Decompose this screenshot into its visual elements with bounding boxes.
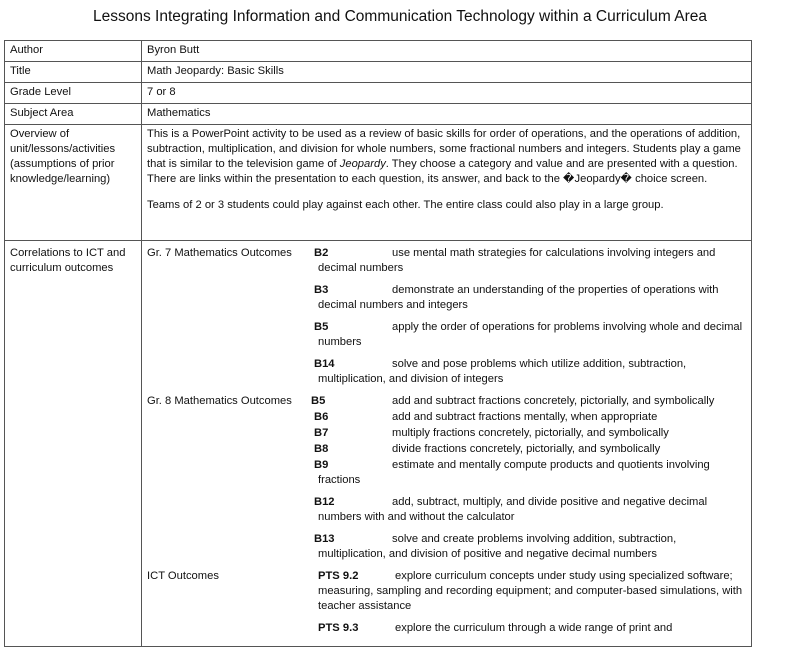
- outcome-code: B2: [314, 247, 329, 259]
- overview-text: [142, 125, 752, 241]
- outcome-text: explore the curriculum through a wide range of print and: [395, 622, 673, 634]
- table-row: [5, 104, 752, 125]
- outcome-code: PTS 9.3: [318, 622, 359, 634]
- outcome-text: add and subtract fractions mentally, when appropriate: [392, 411, 658, 423]
- page-title: Lessons Integrating Information and Communication Technology within a Curriculum Area: [92, 8, 707, 25]
- row-label: Title: [5, 62, 142, 83]
- outcome-item: [147, 394, 746, 409]
- table-row: [5, 83, 752, 104]
- outcome-text: multiply fractions concretely, pictorially, and symbolically: [392, 427, 669, 439]
- outcome-code: B12: [314, 496, 335, 508]
- correlations-label: Correlations to ICT and curriculum outcomes: [5, 241, 142, 647]
- table-row: [5, 41, 752, 62]
- outcome-code: B7: [314, 427, 329, 439]
- outcome-text: add, subtract, multiply, and divide positive and negative decimal numbers with and without the calculator: [318, 496, 708, 523]
- table-row-correlations: [5, 241, 752, 647]
- outcome-text: solve and create problems involving addition, subtraction, multiplication, and division of positive and negative decimal numbers: [318, 533, 677, 560]
- outcome-item: [147, 458, 746, 488]
- outcome-group: [147, 394, 746, 562]
- outcome-text: explore curriculum concepts under study using specialized software; measuring, sampling and recording equipment; and computer-based simulations, with teacher assistance: [318, 570, 743, 612]
- outcome-code: B13: [314, 533, 335, 545]
- outcome-item: [147, 532, 746, 562]
- outcome-item: [147, 495, 746, 525]
- outcome-code: B8: [314, 443, 329, 455]
- outcome-item: [147, 442, 746, 457]
- row-label: Author: [5, 41, 142, 62]
- outcome-group-heading: Gr. 7 Mathematics Outcomes: [147, 247, 292, 259]
- outcome-item: [147, 410, 746, 425]
- table-row: [5, 62, 752, 83]
- outcome-text: apply the order of operations for problems involving whole and decimal numbers: [318, 321, 743, 348]
- row-value: 7 or 8: [142, 83, 752, 104]
- outcome-code: B14: [314, 358, 335, 370]
- row-value: Math Jeopardy: Basic Skills: [142, 62, 752, 83]
- outcome-item: [147, 621, 746, 636]
- lesson-table: [4, 40, 752, 647]
- outcome-text: demonstrate an understanding of the properties of operations with decimal numbers and integers: [318, 284, 719, 311]
- overview-paragraph-2: Teams of 2 or 3 students could play against each other. The entire class could also play in a large group.: [147, 199, 664, 211]
- row-value: Mathematics: [142, 104, 752, 125]
- outcome-text: divide fractions concretely, pictorially, and symbolically: [392, 443, 661, 455]
- outcome-code: PTS 9.2: [318, 570, 359, 582]
- outcome-item: [147, 283, 746, 313]
- outcome-text: use mental math strategies for calculations involving integers and decimal numbers: [318, 247, 716, 274]
- outcome-code: B6: [314, 411, 329, 423]
- overview-paragraph-1: This is a PowerPoint activity to be used as a review of basic skills for order of operations, and the operations of addition, subtraction, multiplication, and division for whole numbers, some fractional numbers and integers. Students play a game that is similar to the television game of Jeopardy. They choose a category and value and are presented with a question. There are links within the presentation to each question, its answer, and back to the �Jeopardy� choice screen.: [147, 128, 741, 185]
- outcome-code: B3: [314, 284, 329, 296]
- outcome-list: [147, 246, 746, 636]
- outcome-text: add and subtract fractions concretely, pictorially, and symbolically: [392, 395, 715, 407]
- outcome-item: [147, 246, 746, 276]
- outcome-code: B5: [311, 395, 326, 407]
- row-label: Subject Area: [5, 104, 142, 125]
- table-row-overview: [5, 125, 752, 241]
- outcome-item: [147, 426, 746, 441]
- outcome-group-heading: ICT Outcomes: [147, 570, 219, 582]
- row-label: Grade Level: [5, 83, 142, 104]
- outcome-item: [147, 569, 746, 614]
- outcome-text: estimate and mentally compute products and quotients involving fractions: [318, 459, 710, 486]
- correlations-outcomes: [142, 241, 752, 647]
- outcome-item: [147, 357, 746, 387]
- outcome-group: [147, 569, 746, 636]
- outcome-code: B9: [314, 459, 329, 471]
- outcome-text: solve and pose problems which utilize addition, subtraction, multiplication, and division of integers: [318, 358, 687, 385]
- outcome-code: B5: [314, 321, 329, 333]
- overview-label: Overview of unit/lessons/activities (assumptions of prior knowledge/learning): [5, 125, 142, 241]
- row-value: Byron Butt: [142, 41, 752, 62]
- outcome-item: [147, 320, 746, 350]
- outcome-group: [147, 246, 746, 387]
- outcome-group-heading: Gr. 8 Mathematics Outcomes: [147, 395, 292, 407]
